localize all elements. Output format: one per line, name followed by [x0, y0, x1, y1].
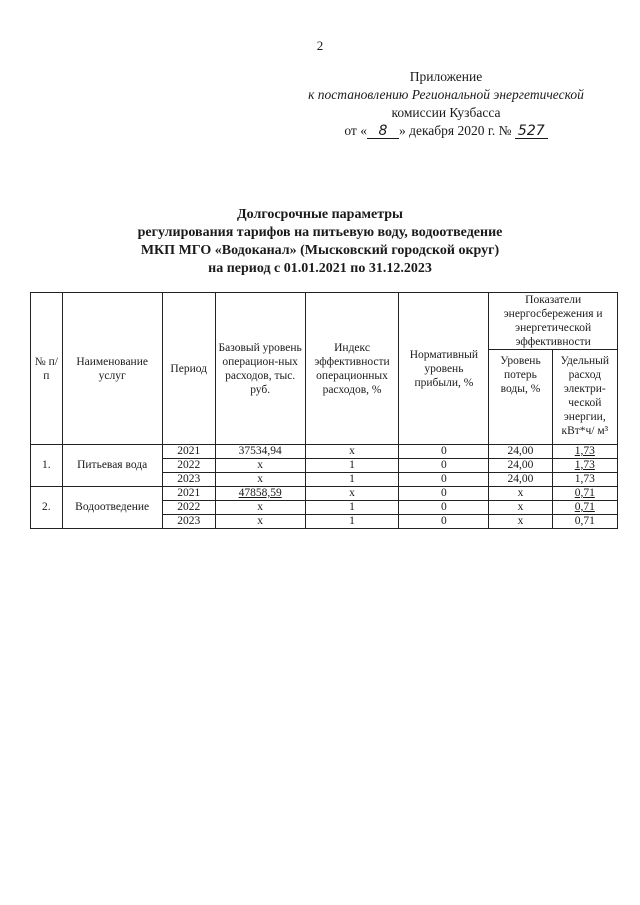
cell-consumption: 1,73: [552, 459, 617, 473]
cell-loss: х: [489, 487, 552, 501]
cell-index: х: [305, 445, 399, 459]
cell-consumption: 0,71: [552, 515, 617, 529]
cell-period: 2023: [162, 473, 215, 487]
appendix-block: [286, 68, 606, 140]
cell-base: 37534,94: [215, 445, 305, 459]
header-period: Период: [162, 293, 215, 445]
cell-index: 1: [305, 459, 399, 473]
cell-profit: 0: [399, 487, 489, 501]
appendix-title: Приложение: [409, 69, 483, 84]
title-line-4: на период с 01.01.2021 по 31.12.2023: [208, 261, 432, 276]
cell-profit: 0: [399, 445, 489, 459]
cell-index: х: [305, 487, 399, 501]
cell-period: 2022: [162, 459, 215, 473]
cell-consumption: 1,73: [552, 445, 617, 459]
cell-base: х: [215, 515, 305, 529]
document-number-handwritten: 527: [515, 124, 548, 139]
parameters-table: [30, 292, 618, 529]
row-service: Питьевая вода: [62, 445, 162, 487]
table-row: [31, 487, 618, 501]
cell-loss: х: [489, 515, 552, 529]
cell-loss: 24,00: [489, 459, 552, 473]
date-middle: » декабря 2020 г. №: [398, 123, 512, 138]
date-prefix: от «: [344, 123, 367, 138]
header-num: № п/п: [31, 293, 63, 445]
cell-loss: 24,00: [489, 445, 552, 459]
cell-consumption: 0,71: [552, 487, 617, 501]
header-energy-group: Показатели энергосбережения и энергетической эффективности: [489, 293, 618, 350]
date-day-handwritten: 8: [367, 124, 399, 139]
cell-loss: х: [489, 501, 552, 515]
cell-profit: 0: [399, 515, 489, 529]
header-water-loss: Уровень потерь воды, %: [489, 350, 552, 445]
header-normative-profit: Нормативный уровень прибыли, %: [399, 293, 489, 445]
cell-consumption: 0,71: [552, 501, 617, 515]
appendix-resolution-line: к постановлению Региональной энергетической: [308, 87, 584, 102]
appendix-date-line: [286, 122, 606, 140]
row-num: 2.: [31, 487, 63, 529]
cell-period: 2022: [162, 501, 215, 515]
cell-period: 2021: [162, 487, 215, 501]
header-base-level: Базовый уровень операцион-ных расходов, тыс. руб.: [215, 293, 305, 445]
appendix-commission-line: комиссии Кузбасса: [391, 105, 501, 120]
cell-index: 1: [305, 473, 399, 487]
cell-period: 2023: [162, 515, 215, 529]
cell-index: 1: [305, 515, 399, 529]
title-line-3: МКП МГО «Водоканал» (Мысковский городской округ): [140, 243, 500, 258]
title-line-2: регулирования тарифов на питьевую воду, водоотведение: [137, 225, 503, 240]
header-specific-consumption: Удельный расход электри-ческой энергии, кВт*ч/ м³: [552, 350, 617, 445]
header-service: Наименование услуг: [62, 293, 162, 445]
cell-profit: 0: [399, 459, 489, 473]
table-row: [31, 445, 618, 459]
cell-base: х: [215, 501, 305, 515]
cell-base: х: [215, 459, 305, 473]
cell-consumption: 1,73: [552, 473, 617, 487]
document-title: [0, 206, 640, 278]
cell-period: 2021: [162, 445, 215, 459]
cell-index: 1: [305, 501, 399, 515]
cell-base: х: [215, 473, 305, 487]
title-line-1: Долгосрочные параметры: [237, 207, 403, 222]
row-service: Водоотведение: [62, 487, 162, 529]
page-number: 2: [316, 38, 324, 53]
cell-profit: 0: [399, 473, 489, 487]
cell-base: 47858,59: [215, 487, 305, 501]
cell-loss: 24,00: [489, 473, 552, 487]
row-num: 1.: [31, 445, 63, 487]
cell-profit: 0: [399, 501, 489, 515]
header-efficiency-index: Индекс эффективности операционных расходов, %: [305, 293, 399, 445]
